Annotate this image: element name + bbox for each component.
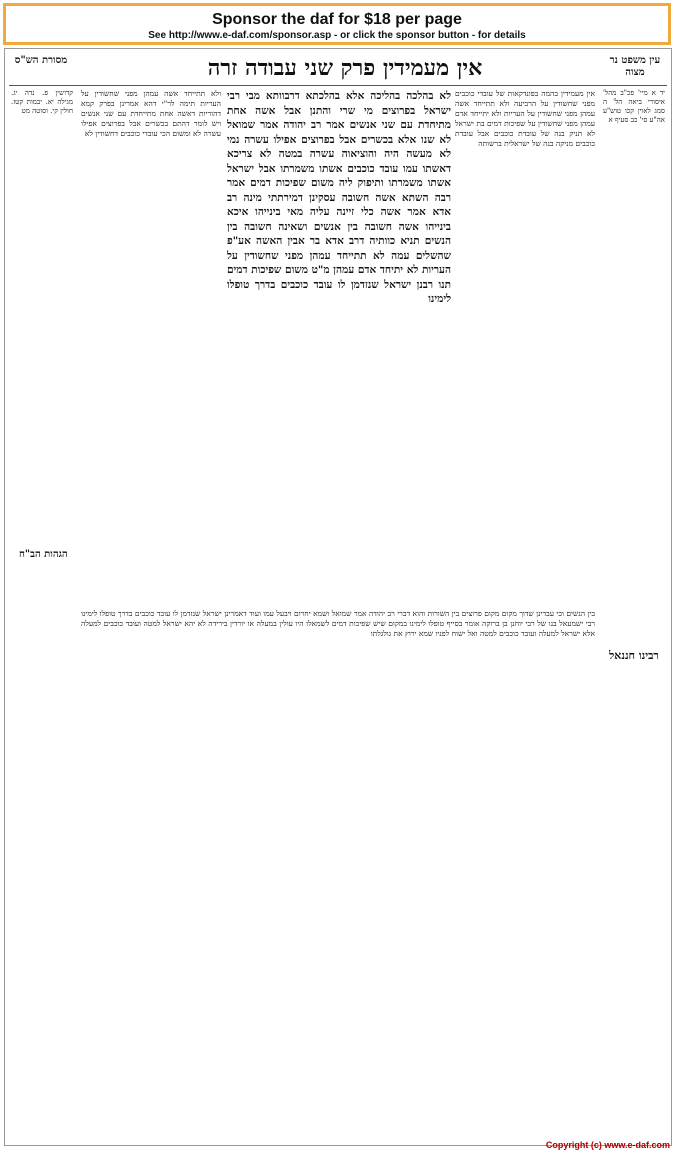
ein-mishpat-label: עין משפט נר מצוה (609, 55, 661, 78)
tosafot-commentary: ולא תתייחד אשה עמהן מפני שחשודין על העריות תימה לר"י דהא אמרינן בפרק קמא דהוריות דאשה אחת מתייחדת עם שני אנשים ויש לומר דהתם בכשרים אבל בפרוצים אפילו עשרה לא ומשום הכי עובדי כוכבים דחשודין לא (81, 89, 221, 138)
masoret-hashas-column: קדושין פ. נדה יג. מגילה יא. יבמות קטז. חולין קי. וסוטה מט (11, 89, 73, 115)
rabbeinu-chananel-title: רבינו חננאל (609, 649, 659, 662)
hagahot-title: הגהות הב"ח (19, 549, 68, 560)
masoret-hashas-label: מסורת הש"ס (14, 55, 68, 66)
sponsor-banner-title: Sponsor the daf for $18 per page (212, 11, 462, 28)
bottom-commentary: בין הנשים וכי עבדינן שדוך מקום מקום פרוצים בין השורות והוא דברי רב יהודה אמר שמואל ושמא יחרום ויבעל עמו ועוד דאמרינן ישראל שנזדמן לו עובד כוכבים בדרך טופלו לימינו רבי ישמעאל בנו של רבי יוחנן בן ברוקה אומר בסייף טופלו לימינו במקום שיש שפיכות דמים לשמאלו היו עולין במעלה או יורדין בירידה לא יהא ישראל למטה ועובד כוכבים למעלה אלא ישראל למעלה ועובד כוכבים למטה ואל ישוח לפניו שמא ירוץ את גולגלתו (81, 609, 595, 638)
copyright-notice: Copyright (c) www.e-daf.com (545, 1140, 670, 1150)
header-divider (9, 85, 667, 86)
sponsor-banner[interactable] (3, 3, 671, 45)
rashi-commentary: אין מעמידין בהמה בפונדקאות של עובדי כוכבים מפני שחשודין על הרביעה ולא תתייחד אשה עמהן מפני שחשודין על העריות ולא יתייחד אדם עמהן מפני שחשודין על שפיכות דמים בת ישראל לא תניק בנה של עובדת כוכבים אבל עובדת כוכבים מניקה בנה של ישראלית ברשותה (455, 89, 595, 148)
talmud-page (4, 48, 672, 1146)
page-header (5, 55, 671, 85)
page-title: אין מעמידין פרק שני עבודה זרה (207, 55, 483, 81)
gemara-text: לא בהלכה בהליכה אלא בהלכתא דרבוותא מבי רבי ישראל בפרוצים מי שרי והתנן אבל אשה אחת מתיחדת עם שני אנשים אמר רב יהודה אמר שמואל לא שנו אלא בכשרים אבל בפרוצים אפילו עשרה נמי לא מעשה היה והוציאוה עשרה במטה לא צריכא דאשתו עמו עובד כוכבים אשתו משמרתו אבל ישראל אשתו משמרתו ותיפוק ליה משום שפיכות דמים אמר רבה השתא אשה חשובה עסקינן דמירתתי מינה רב אדא אמר אשה כלי זיינה עליה מאי בינייהו איכא בינייהו אשה חשובה בין אנשים ושאינה חשובה בין הנשים תניא כוותיה דרב אדא בר אבין האשה אע"פ שהשלים עמה לא תתייחד עמהן מפני שחשודין על העריות לא יתיחד אדם עמהן מ"ט משום שפיכות דמים תנו רבנן ישראל שנזדמן לו עובד כוכבים בדרך טופלו לימינו (227, 90, 451, 305)
ein-mishpat-column: יד א מיי' פכ"ב מהל' איסורי ביאה הל' ה סמג לאוין קכו טוש"ע אה"ע סי' כב סעיף א (603, 89, 665, 124)
sponsor-banner-subtitle: See http://www.e-daf.com/sponsor.asp - or click the sponsor button - for details (148, 30, 526, 41)
